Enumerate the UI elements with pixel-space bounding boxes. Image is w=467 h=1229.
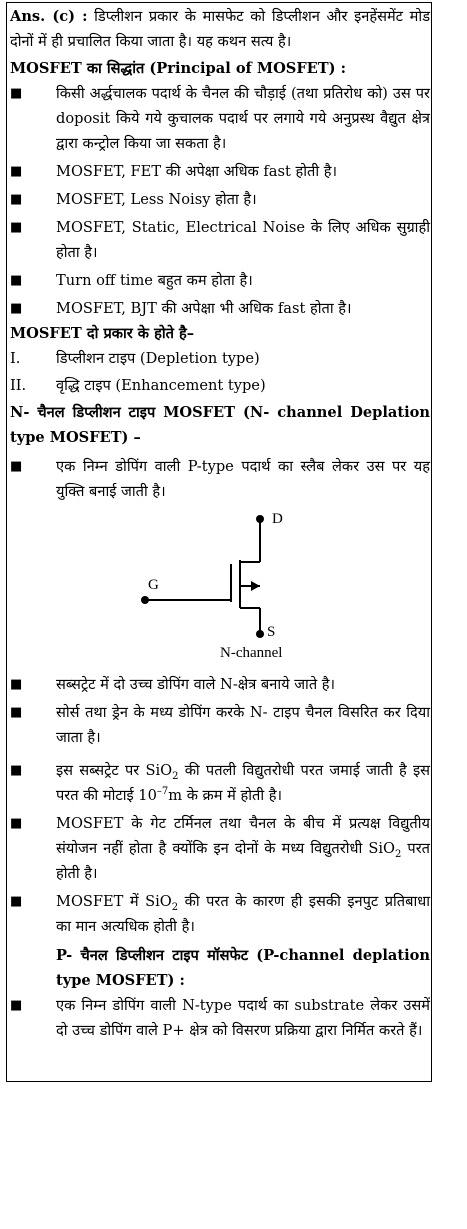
gate-label: G — [148, 577, 159, 593]
type-number: II. — [10, 377, 27, 394]
list-item — [10, 296, 430, 321]
bullet-icon: ■ — [10, 86, 23, 101]
nchannel-heading: N- चैनल डिप्लीशन टाइप MOSFET (N- channel Deplation type MOSFET) – — [10, 404, 430, 446]
bullet-text: एक निम्न डोपिंग वाली P-type पदार्थ का स्लैब लेकर उस पर यह युक्ति बनाई जाती है। — [56, 458, 430, 500]
bullet-text: Turn off time बहुत कम होता है। — [56, 272, 253, 289]
bullet-icon: ■ — [10, 273, 23, 288]
list-item — [10, 215, 430, 265]
type-number: I. — [10, 350, 21, 367]
bullet-text: MOSFET, FET की अपेक्षा अधिक fast होती है। — [56, 163, 338, 180]
bullet-icon: ■ — [10, 677, 23, 692]
bullet-icon: ■ — [10, 459, 23, 474]
drain-terminal — [256, 515, 264, 523]
list-item — [10, 187, 430, 212]
drain-label: D — [272, 511, 283, 527]
diagram-caption: N-channel — [220, 645, 283, 661]
answer-label: Ans. (c) : — [10, 8, 88, 25]
list-item — [10, 993, 430, 1043]
document-body — [10, 4, 430, 1043]
bullet-icon: ■ — [10, 816, 23, 831]
list-item — [10, 81, 430, 156]
bullet-text: एक निम्न डोपिंग वाली N-type पदार्थ का substrate लेकर उसमें दो उच्च डोपिंग वाले P+ क्षेत्र को विसरण प्रक्रिया द्वारा निर्मित करते हैं। — [56, 997, 430, 1039]
type-text: वृद्धि टाइप (Enhancement type) — [56, 377, 266, 394]
mosfet-symbol-diagram — [10, 510, 430, 670]
list-item — [10, 454, 430, 504]
type-text: डिप्लीशन टाइप (Depletion type) — [56, 350, 260, 367]
bullet-icon: ■ — [10, 998, 23, 1013]
list-item — [10, 268, 430, 293]
substrate-arrow-icon — [251, 581, 260, 591]
gate-terminal — [141, 596, 149, 604]
bullet-text: MOSFET, Less Noisy होता है। — [56, 191, 257, 208]
bullet-text: MOSFET में SiO$_2$ की परत के कारण ही इसकी इनपुट प्रतिबाधा का मान अत्यधिक होती है। — [56, 893, 430, 935]
pchannel-heading: P- चैनल डिप्लीशन टाइप मॉसफेट (P-channel deplation type MOSFET) : — [56, 947, 430, 989]
principle-heading: MOSFET का सिद्धांत (Principal of MOSFET) : — [10, 60, 347, 77]
list-item — [10, 811, 430, 886]
bullet-text: इस सब्सट्रेट पर SiO$_2$ की पतली विद्युतरोधी परत जमाई जाती है इस परत की मोटाई $10^{-7}m$ के क्रम में होती है। — [56, 762, 431, 804]
list-item — [10, 346, 430, 371]
answer-paragraph — [10, 4, 430, 54]
list-item — [10, 700, 430, 750]
list-item — [10, 758, 430, 808]
bullet-icon: ■ — [10, 301, 23, 316]
list-item — [10, 159, 430, 184]
bullet-text: MOSFET, Static, Electrical Noise के लिए अधिक सुग्राही होता है। — [56, 219, 430, 261]
types-heading: MOSFET दो प्रकार के होते है– — [10, 325, 195, 342]
bullet-icon: ■ — [10, 164, 23, 179]
bullet-icon: ■ — [10, 705, 23, 720]
bullet-icon: ■ — [10, 894, 23, 909]
bullet-text: MOSFET, BJT की अपेक्षा भी अधिक fast होता है। — [56, 300, 352, 317]
bullet-text: सोर्स तथा ड्रेन के मध्य डोपिंग करके N- टाइप चैनल विसरित कर दिया जाता है। — [56, 704, 430, 746]
answer-text: डिप्लीशन प्रकार के मासफेट को डिप्लीशन और इनहेंसमेंट मोड दोनों में ही प्रचालित किया जाता है। यह कथन सत्य है। — [10, 8, 430, 50]
source-terminal — [256, 630, 264, 638]
bullet-icon: ■ — [10, 220, 23, 235]
source-label: S — [267, 624, 276, 640]
bullet-icon: ■ — [10, 192, 23, 207]
list-item — [10, 672, 430, 697]
list-item — [10, 373, 430, 398]
bullet-text: MOSFET के गेट टर्मिनल तथा चैनल के बीच में प्रत्यक्ष विद्युतीय संयोजन नहीं होता है क्योंकि इन दोनों के मध्य विद्युतरोधी SiO$_2$ परत होती है। — [56, 815, 430, 882]
list-item — [10, 889, 430, 939]
bullet-text: किसी अर्द्धचालक पदार्थ के चैनल की चौड़ाई (तथा प्रतिरोध को) उस पर doposit किये गये कुचालक पदार्थ पर लगाये गये अनुप्रस्थ वैद्युत क्षेत्र द्वारा कन्ट्रोल किया जा सकता है। — [56, 85, 430, 152]
bullet-text: सब्सट्रेट में दो उच्च डोपिंग वाले N-क्षेत्र बनाये जाते है। — [56, 676, 336, 693]
bullet-icon: ■ — [10, 763, 23, 778]
